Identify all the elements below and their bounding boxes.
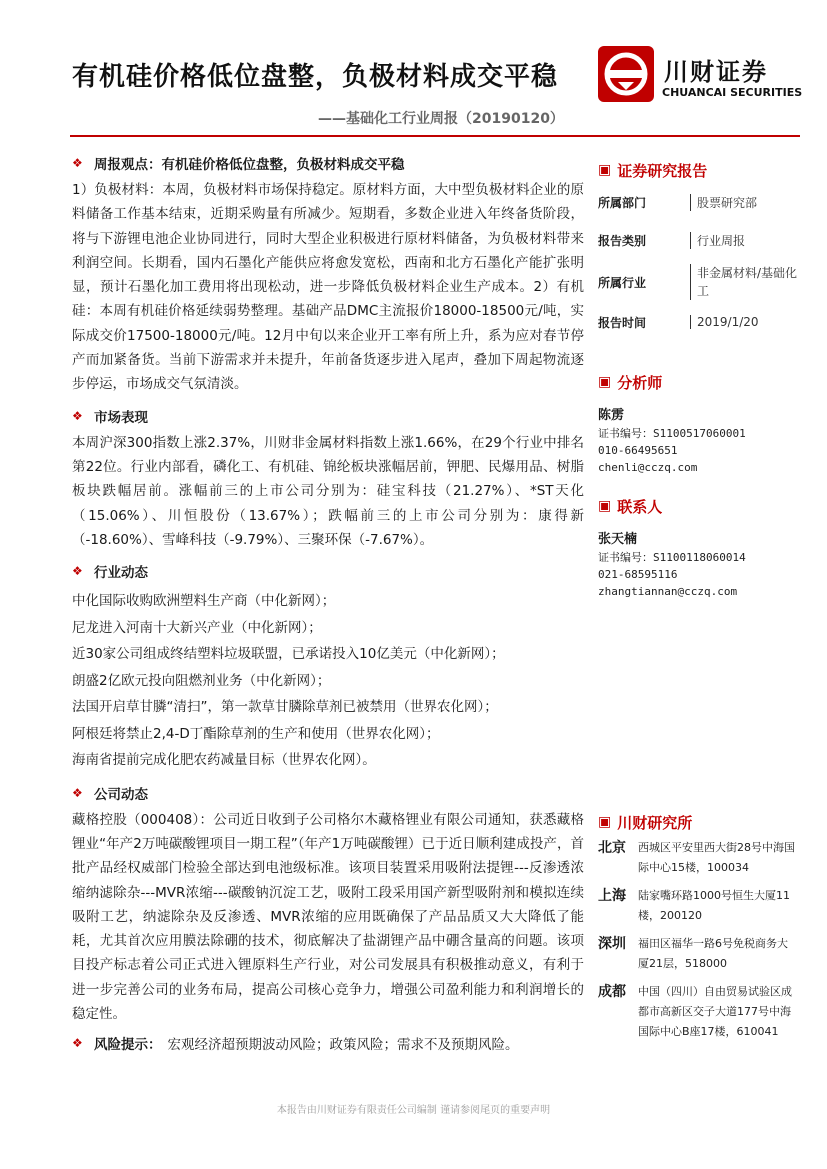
company-paragraph: 藏格控股（000408）：公司近日收到子公司格尔木藏格锂业有限公司通知，获悉藏格锂业“年产2万吨碳酸锂项目一期工程”（年产1万吨碳酸锂）已于近日顺利建成投产，首批产品经权威部门检验全部达到电池级标准。该项目装置采用吸附法提锂---反渗透浓缩纳滤除杂---MVR浓缩---碳酸钠沉淀工艺，吸附工段采用国产新型吸附剂和模拟连续吸附工艺，纳滤除杂及反渗透、MVR浓缩的应用既确保了产品品质又大大降低了能耗，尤其首次应用膜法除硼的技术，彻底解决了盐湖锂产品中硼含量高的问题。该项目投产标志着公司正式进入锂原料生产行业，对公司发展具有积极推动意义，有利于进一步完善公司的业务布局，提高公司核心竞争力，增强公司盈利能力和利润增长的稳定性。 (72, 811, 584, 1023)
section-heading-text: 周报观点：有机硅价格低位盘整，负极材料成交平稳 (94, 157, 405, 173)
office-city: 北京 (598, 840, 626, 856)
info-label: 所属部门 (598, 195, 647, 210)
doc-icon: ▣ (598, 162, 612, 178)
section-heading-industry (72, 558, 584, 584)
office-list (598, 838, 798, 1042)
office-address: 中国（四川）自由贸易试验区成都市高新区交子大道177号中海国际中心B座17楼，610041 (638, 985, 792, 1038)
office-item (598, 886, 798, 926)
office-address: 西城区平安里西大街28号中海国际中心15楼，100034 (638, 841, 795, 874)
info-row (598, 228, 798, 252)
page-footer: 本报告由川财证券有限责任公司编制 谨请参阅尾页的重要声明 (276, 1105, 551, 1116)
view-paragraph: 1）负极材料：本周，负极材料市场保持稳定。原材料方面，大中型负极材料企业的原料储备工作基本结束，近期采购量有所减少。短期看，多数企业进入年终备货阶段，将与下游锂电池企业协同进行，同时大型企业积极进行原材料储备，为负极材料带来利润空间。长期看，国内石墨化产能供应将愈发宽松，西南和北方石墨化产能扩张明显，预计石墨化加工费用将出现松动，进一步降低负极材料企业生产成本。2）有机硅：本周有机硅价格延续弱势整理。基础产品DMC主流报价18000-18500元/吨，实际成交价17500-18000元/吨。12月中旬以来企业开工率有所上升，系为应对春节停产而加紧备货。当前下游需求并未提升，年前备货逐步进入尾声，叠加下周起物流逐步停运，市场成交气氛清淡。 (72, 182, 584, 393)
industry-news-list (72, 588, 584, 774)
diamond-bullet-icon: ❖ (72, 1036, 83, 1051)
sidebar-heading-text: 分析师 (617, 373, 663, 392)
office-city: 上海 (598, 888, 626, 904)
analyst-name: 陈雳 (598, 408, 625, 423)
diamond-bullet-icon: ❖ (72, 564, 83, 579)
contact-name: 张天楠 (598, 532, 638, 547)
list-item: 尼龙进入河南十大新兴产业（中化新网）； (72, 619, 322, 636)
list-item: 近30家公司组成终结塑料垃圾联盟，已承诺投入10亿美元（中化新网）； (72, 646, 505, 663)
office-item (598, 934, 798, 974)
header-divider (70, 135, 800, 137)
sidebar-heading-analyst (598, 370, 798, 394)
report-info-table (598, 190, 798, 334)
analyst-email: chenli@cczq.com (598, 461, 698, 474)
section-heading-market (72, 403, 584, 429)
contact-email: zhangtiannan@cczq.com (598, 585, 738, 598)
doc-icon: ▣ (598, 498, 612, 514)
section-heading-view (72, 150, 584, 176)
info-value: 非金属材料/基础化工 (690, 264, 798, 300)
info-value: 股票研究部 (690, 194, 798, 211)
office-item (598, 982, 798, 1042)
office-address: 福田区福华一路6号免税商务大厦21层，518000 (638, 937, 788, 970)
section-heading-company (72, 780, 584, 806)
analyst-phone: 010-66495651 (598, 444, 678, 457)
doc-icon: ▣ (598, 814, 612, 830)
contact-card (598, 528, 798, 600)
diamond-bullet-icon: ❖ (72, 156, 83, 170)
contact-cert: 证书编号：S1100118060014 (598, 551, 746, 564)
list-item: 朗盛2亿欧元投向阻燃剂业务（中化新网）； (72, 672, 331, 689)
info-label: 报告类别 (598, 233, 647, 248)
logo-mark-icon (598, 46, 654, 102)
logo-text-en: CHUANCAI SECURITIES (662, 86, 803, 99)
contact-phone: 021-68595116 (598, 568, 678, 581)
list-item: 中化国际收购欧洲塑料生产商（中化新网）； (72, 593, 336, 610)
main-content (72, 150, 584, 1056)
section-heading-text: 行业动态 (94, 565, 148, 582)
office-city: 成都 (598, 984, 626, 1000)
diamond-bullet-icon: ❖ (72, 785, 83, 800)
diamond-bullet-icon: ❖ (72, 408, 83, 423)
sidebar (598, 158, 798, 1042)
info-value: 2019/1/20 (690, 315, 798, 329)
section-heading-text: 市场表现 (94, 409, 148, 426)
info-row (598, 190, 798, 214)
risk-line (72, 1030, 584, 1056)
sidebar-heading-report (598, 158, 798, 182)
analyst-cert: 证书编号：S1100517060001 (598, 427, 746, 440)
sidebar-heading-text: 证券研究报告 (617, 161, 708, 180)
sidebar-heading-text: 川财研究所 (617, 813, 693, 832)
market-paragraph: 本周沪深300指数上涨2.37%，川财非金属材料指数上涨1.66%，在29个行业中排名第22位。行业内部看，磷化工、有机硅、锦纶板块涨幅居前，钾肥、民爆用品、树脂板块跌幅居前。涨幅前三的上市公司分别为：硅宝科技（21.27%）、*ST天化（15.06%）、川恒股份（13.67%）；跌幅前三的上市公司分别为：康得新（-18.60%）、雪峰科技（-9.79%）、三聚环保（-7.67%）。 (72, 434, 584, 548)
company-logo (598, 46, 803, 106)
list-item: 阿根廷将禁止2,4-D丁酯除草剂的生产和使用（世界农化网）； (72, 725, 440, 742)
report-title: 有机硅价格低位盘整，负极材料成交平稳 (72, 62, 559, 92)
sidebar-heading-institute (598, 810, 798, 834)
analyst-card (598, 404, 798, 476)
risk-heading: 风险提示： (94, 1037, 162, 1054)
list-item: 法国开启草甘膦“清扫”，第一款草甘膦除草剂已被禁用（世界农化网）； (72, 699, 498, 716)
info-label: 报告时间 (598, 315, 647, 330)
doc-icon: ▣ (598, 374, 612, 390)
info-row (598, 262, 798, 302)
logo-text-cn: 川财证券 (664, 58, 768, 86)
info-row (598, 310, 798, 334)
report-subtitle: ——基础化工行业周报（20190120） (318, 111, 564, 127)
section-heading-text: 公司动态 (94, 786, 148, 803)
info-label: 所属行业 (598, 275, 647, 290)
office-item (598, 838, 798, 878)
sidebar-heading-text: 联系人 (617, 497, 663, 516)
sidebar-heading-contact (598, 494, 798, 518)
office-address: 陆家嘴环路1000号恒生大厦11楼，200120 (638, 889, 790, 922)
info-value: 行业周报 (690, 232, 798, 249)
list-item: 海南省提前完成化肥农药减量目标（世界农化网）。 (72, 752, 376, 769)
risk-text: 宏观经济超预期波动风险；政策风险；需求不及预期风险。 (167, 1037, 519, 1054)
office-city: 深圳 (598, 936, 626, 952)
